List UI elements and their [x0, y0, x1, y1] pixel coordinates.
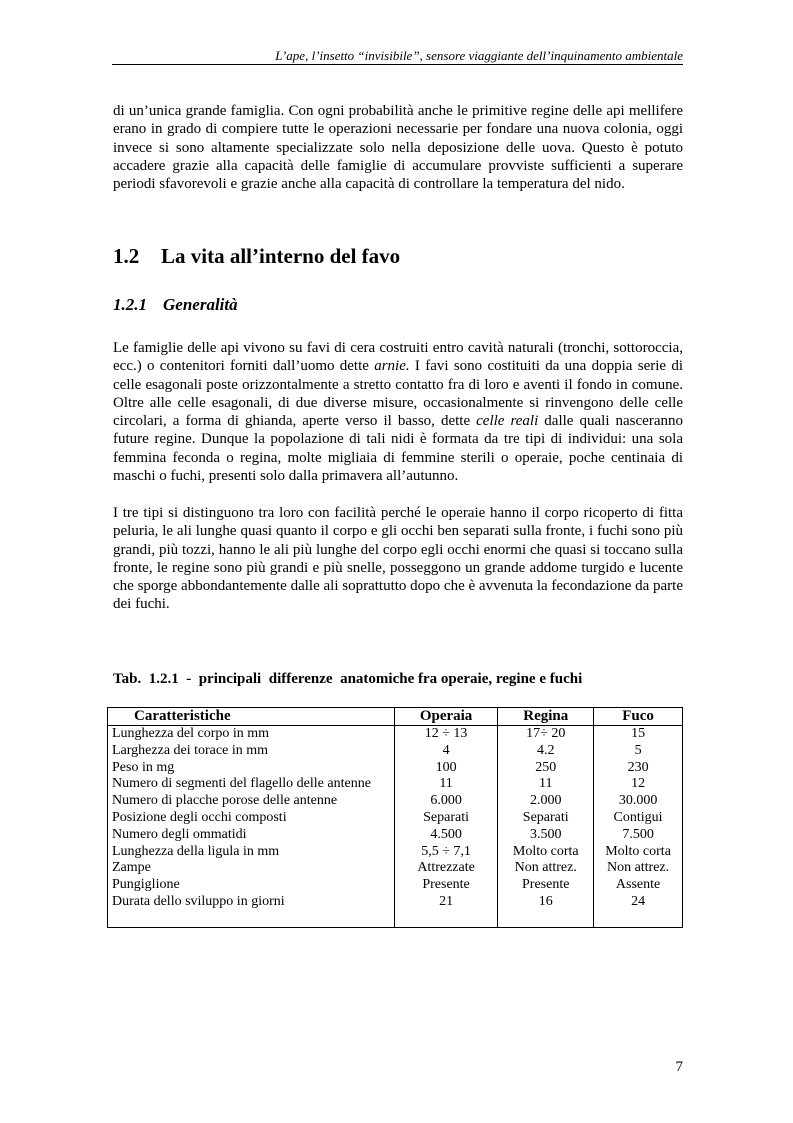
- table-spacer-cell: [498, 911, 594, 928]
- table-cell-feature: Durata dello sviluppo in giorni: [108, 894, 395, 911]
- table-cell-value: 4.2: [498, 743, 594, 760]
- table-row: [108, 860, 683, 877]
- table-cell-value: Separati: [394, 810, 498, 827]
- differences-table: [107, 707, 683, 928]
- table-cell-value: 100: [394, 760, 498, 777]
- table-cell-value: 12 ÷ 13: [394, 726, 498, 743]
- body-paragraph-1-part2: I favi sono costituiti da una doppia serie di celle esagonali poste orizzontalmente a stretto contatto fra di loro e aventi il fondo in comune. Oltre alle celle esagonali, di due diverse misure, occasionalmente si rinvengono delle celle circolari, a forma di ghianda, aperte verso il basso, dette: [113, 358, 683, 430]
- table-cell-value: 4: [394, 743, 498, 760]
- table-cell-value: 11: [498, 776, 594, 793]
- table-cell-feature: Peso in mg: [108, 760, 395, 777]
- table-row: [108, 894, 683, 911]
- column-header-fuco: Fuco: [594, 708, 683, 726]
- table-cell-value: 17÷ 20: [498, 726, 594, 743]
- section-number: 1.2: [113, 244, 140, 268]
- table-cell-value: 30.000: [594, 793, 683, 810]
- table-row: [108, 743, 683, 760]
- header-rule: [112, 64, 683, 65]
- table-cell-value: Attrezzate: [394, 860, 498, 877]
- body-paragraph-1: [113, 339, 683, 485]
- body-paragraph-1-part3: dalle quali nasceranno future regine. Dunque la popolazione di tali nidi è formata da tre tipi di individui: una sola femmina feconda o regina, molte migliaia di femmine sterili o operaie, poche centinaia di maschi o fuchi, presenti solo dalla primavera all’autunno.: [113, 413, 683, 485]
- table-cell-value: 2.000: [498, 793, 594, 810]
- running-header: L’ape, l’insetto “invisibile”, sensore viaggiante dell’inquinamento ambientale: [275, 48, 683, 63]
- table-row: [108, 760, 683, 777]
- table-cell-value: 5: [594, 743, 683, 760]
- table-cell-value: Molto corta: [498, 844, 594, 861]
- table-row: [108, 827, 683, 844]
- table-cell-feature: Numero degli ommatidi: [108, 827, 395, 844]
- table-cell-value: 24: [594, 894, 683, 911]
- table-spacer-row: [108, 911, 683, 928]
- table-cell-value: 4.500: [394, 827, 498, 844]
- table-cell-value: 5,5 ÷ 7,1: [394, 844, 498, 861]
- table-cell-value: Non attrez.: [594, 860, 683, 877]
- section-heading: [113, 243, 400, 269]
- table-body: [108, 726, 683, 928]
- table-row: [108, 810, 683, 827]
- table-cell-value: 6.000: [394, 793, 498, 810]
- table-cell-value: 11: [394, 776, 498, 793]
- table-cell-value: 15: [594, 726, 683, 743]
- subsection-title: Generalità: [163, 295, 238, 314]
- column-header-caratteristiche: Caratteristiche: [108, 708, 395, 726]
- table-row: [108, 793, 683, 810]
- table-row: [108, 877, 683, 894]
- term-celle-reali: celle reali: [476, 413, 539, 430]
- table-cell-value: Presente: [394, 877, 498, 894]
- table-cell-value: 21: [394, 894, 498, 911]
- table-cell-value: 16: [498, 894, 594, 911]
- body-paragraph-1-part1: Le famiglie delle api vivono su favi di cera costruiti entro cavità naturali (tronchi, sottoroccia, ecc.) o contenitori forniti dall’uomo dette: [113, 340, 683, 375]
- table-cell-feature: Lunghezza della ligula in mm: [108, 844, 395, 861]
- section-title: La vita all’interno del favo: [161, 244, 401, 268]
- page-number: 7: [675, 1059, 683, 1075]
- table-cell-feature: Posizione degli occhi composti: [108, 810, 395, 827]
- table-cell-value: 230: [594, 760, 683, 777]
- table-cell-feature: Numero di placche porose delle antenne: [108, 793, 395, 810]
- body-paragraph-2: I tre tipi si distinguono tra loro con facilità perché le operaie hanno il corpo ricoperto di fitta peluria, le ali lunghe quasi quanto il corpo e gli occhi ben separati sulla fronte, i fuchi sono più grandi, più tozzi, hanno le ali più lunghe del corpo egli occhi enormi che quasi si toccano sulla fronte, le regine sono più grandi e più snelle, posseggono un grande addome turgido e lucente che sporge abbondantemente dalle ali soprattutto dopo che è avvenuta la fecondazione da parte dei fuchi.: [113, 505, 683, 613]
- table-cell-value: Separati: [498, 810, 594, 827]
- table-cell-value: 7.500: [594, 827, 683, 844]
- column-header-operaia: Operaia: [394, 708, 498, 726]
- table-cell-value: Contigui: [594, 810, 683, 827]
- table-cell-feature: Zampe: [108, 860, 395, 877]
- subsection-heading: [113, 294, 238, 316]
- table-spacer-cell: [594, 911, 683, 928]
- table-row: [108, 776, 683, 793]
- table-cell-value: 12: [594, 776, 683, 793]
- table-row: [108, 844, 683, 861]
- table-row: [108, 726, 683, 743]
- table-cell-value: Non attrez.: [498, 860, 594, 877]
- table-cell-feature: Larghezza dei torace in mm: [108, 743, 395, 760]
- column-header-regina: Regina: [498, 708, 594, 726]
- table-cell-feature: Lunghezza del corpo in mm: [108, 726, 395, 743]
- subsection-number: 1.2.1: [113, 295, 147, 314]
- table-cell-feature: Pungiglione: [108, 877, 395, 894]
- table-cell-value: Molto corta: [594, 844, 683, 861]
- intro-paragraph: di un’unica grande famiglia. Con ogni probabilità anche le primitive regine delle api mellifere erano in grado di compiere tutte le operazioni necessarie per fondare una nuova colonia, oggi invece si sono altamente specializzate solo nella deposizione delle uova. Questo è potuto accadere grazie alla capacità delle famiglie di accumulare provviste sufficienti a superare periodi sfavorevoli e grazie anche alla capacità di controllare la temperatura del nido.: [113, 103, 683, 193]
- term-arnie: arnie.: [374, 358, 410, 375]
- table-header-row: [108, 708, 683, 726]
- table-cell-value: 3.500: [498, 827, 594, 844]
- table-cell-feature: Numero di segmenti del flagello delle antenne: [108, 776, 395, 793]
- table-cell-value: Presente: [498, 877, 594, 894]
- table-spacer-cell: [394, 911, 498, 928]
- table-spacer-cell: [108, 911, 395, 928]
- table-cell-value: Assente: [594, 877, 683, 894]
- table-caption: Tab. 1.2.1 - principali differenze anatomiche fra operaie, regine e fuchi: [113, 671, 583, 687]
- table-cell-value: 250: [498, 760, 594, 777]
